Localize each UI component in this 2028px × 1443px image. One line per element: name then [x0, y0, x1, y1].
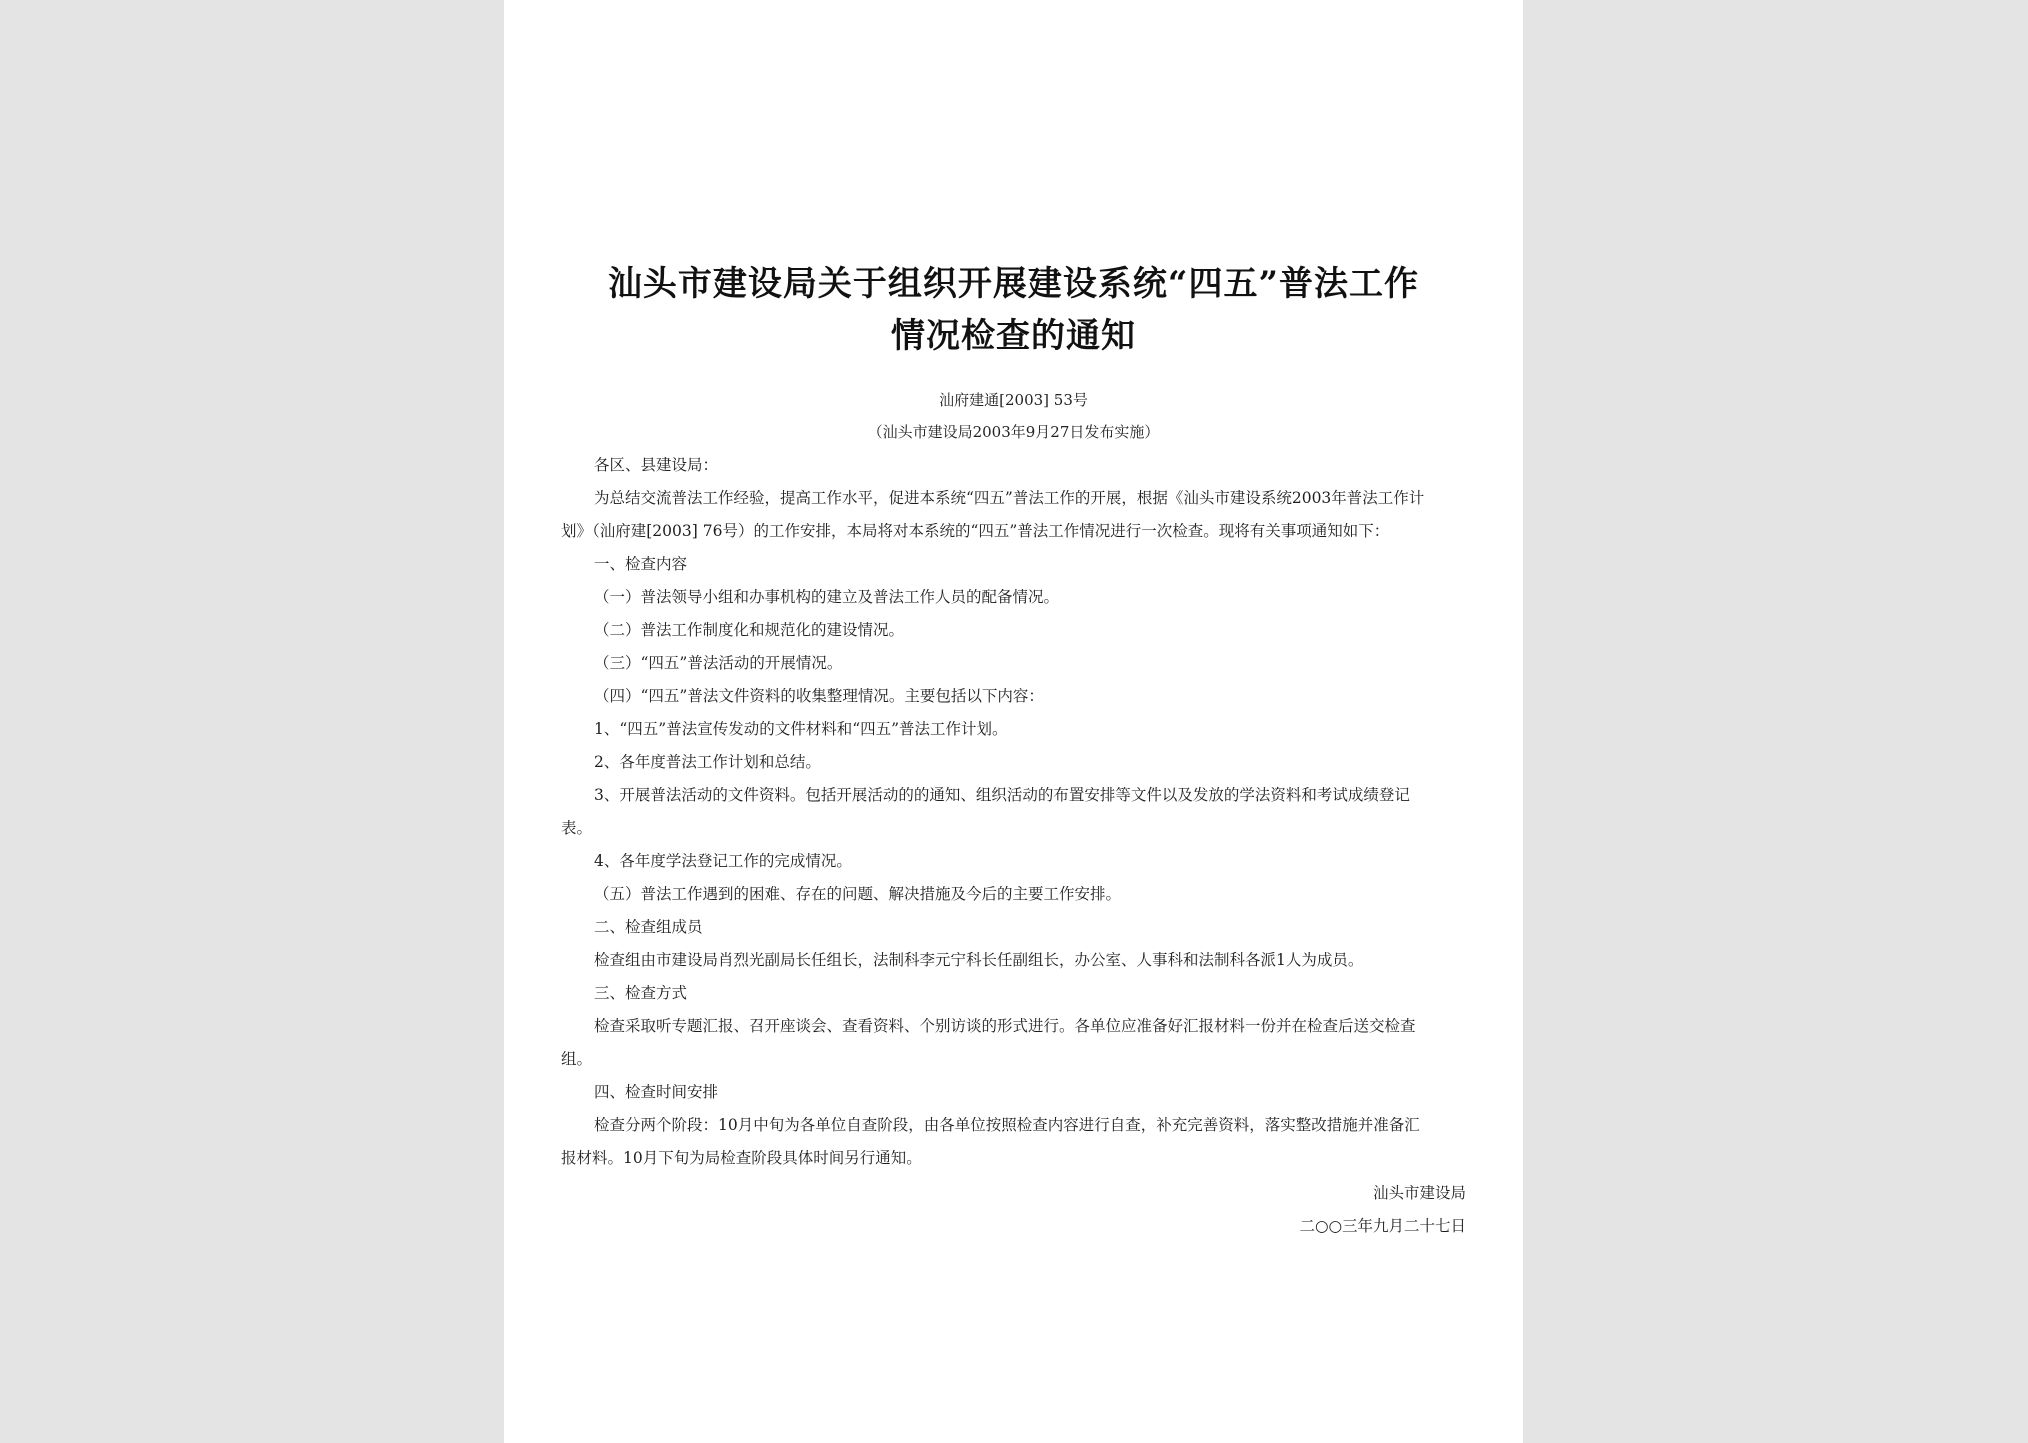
section1-item4: （四）“四五”普法文件资料的收集整理情况。主要包括以下内容：: [594, 687, 1044, 705]
section4-text-line2: 报材料。10月下旬为局检查阶段具体时间另行通知。: [561, 1149, 922, 1167]
salutation: 各区、县建设局：: [594, 456, 719, 474]
section1-item2: （二）普法工作制度化和规范化的建设情况。: [594, 621, 905, 639]
section3-text-line2: 组。: [561, 1050, 593, 1068]
section1-sub2: 2、各年度普法工作计划和总结。: [594, 753, 821, 771]
section1-heading: 一、检查内容: [594, 555, 688, 573]
document-number: 汕府建通[2003] 53号: [939, 391, 1088, 409]
issued-note: （汕头市建设局2003年9月27日发布实施）: [867, 423, 1160, 441]
section1-sub4: 4、各年度学法登记工作的完成情况。: [594, 852, 852, 870]
section2-heading: 二、检查组成员: [594, 918, 703, 936]
document-title-line2: 情况检查的通知: [891, 316, 1136, 356]
section1-item3: （三）“四五”普法活动的开展情况。: [594, 654, 843, 672]
section3-heading: 三、检查方式: [594, 984, 688, 1002]
intro-line2: 划》（汕府建[2003] 76号）的工作安排，本局将对本系统的“四五”普法工作情况进行一次检查。现将有关事项通知如下：: [561, 522, 1390, 540]
signer: 汕头市建设局: [1372, 1184, 1466, 1202]
section1-sub3-line1: 3、开展普法活动的文件资料。包括开展活动的的通知、组织活动的布置安排等文件以及发放的学法资料和考试成绩登记: [594, 786, 1410, 804]
signature-date: 二○○三年九月二十七日: [1299, 1217, 1466, 1235]
section1-sub3-line2: 表。: [561, 819, 593, 837]
intro-line1: 为总结交流普法工作经验，提高工作水平，促进本系统“四五”普法工作的开展，根据《汕头市建设系统2003年普法工作计: [594, 489, 1425, 507]
section1-item5: （五）普法工作遇到的困难、存在的问题、解决措施及今后的主要工作安排。: [594, 885, 1122, 903]
section4-text-line1: 检查分两个阶段：10月中旬为各单位自查阶段，由各单位按照检查内容进行自查，补充完善资料，落实整改措施并准备汇: [594, 1116, 1420, 1134]
section1-sub1: 1、“四五”普法宣传发动的文件材料和“四五”普法工作计划。: [594, 720, 1008, 738]
section1-item1: （一）普法领导小组和办事机构的建立及普法工作人员的配备情况。: [594, 588, 1060, 606]
section2-text: 检查组由市建设局肖烈光副局长任组长，法制科李元宁科长任副组长，办公室、人事科和法制科各派1人为成员。: [594, 951, 1364, 969]
document-title-line1: 汕头市建设局关于组织开展建设系统“四五”普法工作: [607, 264, 1420, 304]
document-page: [504, 0, 1523, 1443]
section3-text-line1: 检查采取听专题汇报、召开座谈会、查看资料、个别访谈的形式进行。各单位应准备好汇报材料一份并在检查后送交检查: [594, 1017, 1416, 1035]
section4-heading: 四、检查时间安排: [594, 1083, 719, 1101]
